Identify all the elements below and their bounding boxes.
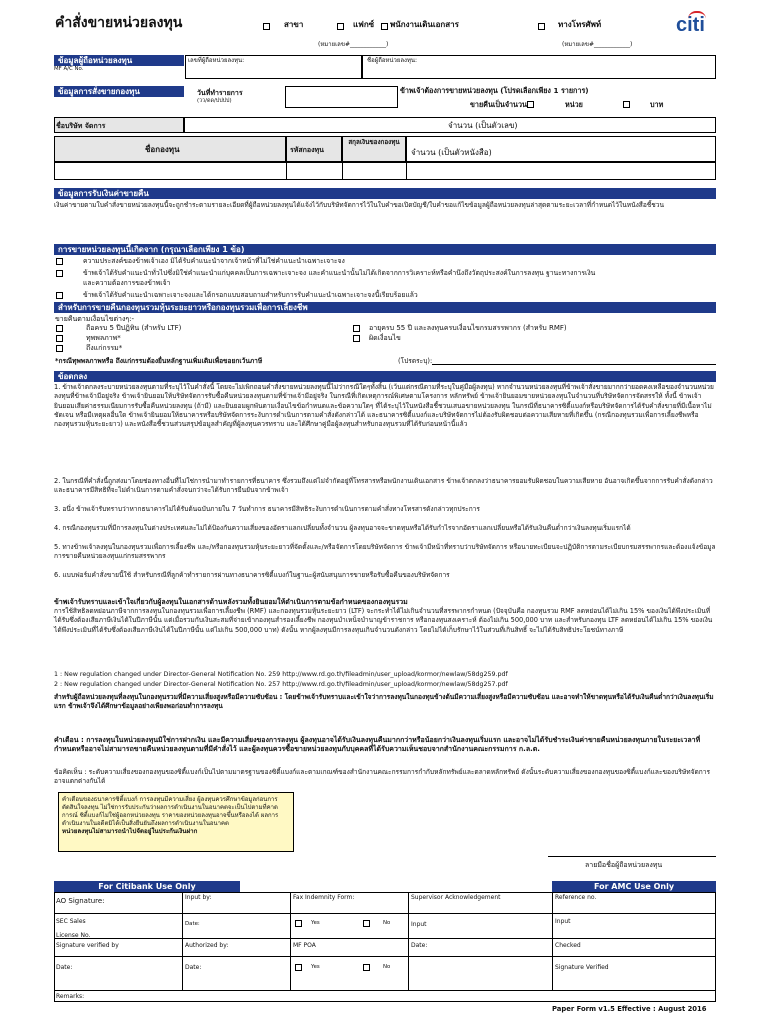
signature-line[interactable]: [548, 856, 716, 857]
date-label-1: Date:: [185, 921, 200, 927]
tax-opt5-checkbox[interactable]: [353, 335, 360, 342]
license-label: License No.: [56, 932, 91, 939]
unit-label: หน่วย: [565, 100, 583, 109]
terms-p1: 1. ข้าพเจ้าตกลงระบายหน่วยลงทุนตามที่ระบุไว้ในคำสั่งนี้ โดยจะไม่เพิกถอนคำสั่งขายหน่วยลงทุนนี้ไม่ว่ากรณีใดๆทั้งสิ้น (เว้นแต่กรณีตามที่ระบุในคู่มือผู้ลงทุน) หากจำนวนหน่วยลงทุนที่ข้าพเจ้าสั่งขายมากกว่ายอดคงเหลือของจำนวนหน่วยลงทุนที่ข้าพเจ้ามีอยู่จริง ข้าพเจ้ายินยอมให้บริษัทจัดการรับซื้อคืนหน่วยลงทุนตามที่ข้าพเจ้ามีอยู่จริง ในกรณีที่เกิดเหตุการณ์พิเศษตามโครงการ หลักทรัพย์ ข้าพเจ้ายินยอมขายหน่วยลงทุนในจำนวนที่บริษัทจัดการจัดสรรให้ ทั้งนี้ ข้าพเจ้ายินยอมเสียค่าธรรมเนียมการรับซื้อคืนหน่วยลงทุน (ถ้ามี) และยินยอมผูกพันตามเงื่อนไขข้อกำหนดและข้อความใดๆ ที่ได้ระบุไว้ในหนังสือชี้ชวนเสนอขายหน่วยลงทุน ในกรณีที่ธนาคารซิตี้แบงก์หรือบริษัทจัดการได้รับคำสั่งขายที่มีเนื้อหาไม่ชัดเจน หรือมีเหตุผลอื่นใด ข้าพเจ้ายินยอมให้ธนาคารหรือบริษัทจัดการระงับการดำเนินการตามคำสั่งดังกล่าวได้ และธนาคารซิตี้แบงก์และบริษัทจัดการไม่ต้องรับผิดชอบต่อความเสียหายที่เกิดขึ้น (กรณีกองทุนรวมเพื่อการเลี้ยงชีพหรือกองทุนรวมหุ้นระยะยาว) และหนังสือชี้ชวนส่วนสรุปข้อมูลสำคัญที่ผู้ลงทุนควรทราบ และได้ศึกษาคู่มือผู้ลงทุนสำหรับกองทุนรวมที่ได้รับก่อนหน้านี้แล้ว: [54, 383, 714, 429]
office-use-table: [54, 892, 716, 1002]
poa-yes-checkbox[interactable]: [295, 964, 302, 971]
reference-label: Reference no.: [555, 894, 597, 901]
terms-p6: 6. แบบฟอร์มคำสั่งขายนี้ใช้ สำหรับกรณีที่ลูกค้าทำรายการผ่านทางธนาคารซิตี้แบงก์ในฐานะผู้สนับสนุนการขายหรือรับซื้อคืนของบริษัทจัดการ: [54, 571, 450, 579]
order-section: ข้อมูลการสั่งขายกองทุน: [54, 86, 184, 97]
mfac-label: MF A/C No.: [54, 66, 84, 72]
fax-number-field[interactable]: (หมายเลข#____________): [318, 41, 389, 48]
fund-code-label: รหัสกองทุน: [290, 146, 324, 154]
fax-label: แฟกซ์: [353, 20, 375, 29]
poa-yes-label: Yes: [311, 964, 320, 970]
tax-opt1-checkbox[interactable]: [56, 325, 63, 332]
tax-opt2-checkbox[interactable]: [56, 335, 63, 342]
terms-p3: 3. อนึ่ง ข้าพเจ้ารับทราบว่าหากธนาคารไม่ได้รับต้นฉบับภายใน 7 วันทำการ ธนาคารมีสิทธิระงับการดำเนินการตามคำสั่งทางโทรสารดังกล่าวทุกประการ: [54, 505, 480, 513]
invest-opt2-checkbox[interactable]: [56, 270, 63, 277]
warning-risk: ข้อคิดเห็น : ระดับความเสี่ยงของกองทุนของซิตี้แบงก์เป็นไปตามมาตรฐานของซิตี้แบงก์และตามเกณฑ์ของสำนักงานคณะกรรมการกำกับหลักทรัพย์และตลาดหลักทรัพย์ ดังนั้นระดับความเสี่ยงของกองทุนของซิตี้แบงก์และของบริษัทจัดการอาจแตกต่างกันได้: [54, 768, 711, 786]
invest-opt1: ความประสงค์ของข้าพเจ้าเอง มิได้รับคำแนะนำจากเจ้าหน้าที่ไม่ใช่คำแนะนำเฉพาะเจาะจง: [83, 257, 345, 265]
tax-opt4: อายุครบ 55 ปี และลงทุนครบเงื่อนไขกรมสรรพากร (สำหรับ RMF): [369, 324, 567, 332]
fax-no-checkbox[interactable]: [363, 920, 370, 927]
amount-num-label: จำนวน (เป็นตัวเลข): [448, 121, 518, 130]
risk-note1: 1 : New regulation changed under Director-General Notification No. 259 http://www.rd.go.th/fileadmin/user_upload/kormor/newlaw/58dg259.pdf: [54, 671, 508, 678]
invest-opt2: ข้าพเจ้าได้รับคำแนะนำทั่วไปซึ่งมิใช่คำแนะนำแก่บุคคลเป็นการเฉพาะเจาะจง และคำแนะนำนั้นไม่ได้เกิดจากการวิเคราะห์หรือคำนึงถึงวัตถุประสงค์ในการลงทุน ฐานะทางการเงิน: [83, 269, 596, 277]
invest-section: การขายหน่วยลงทุนนี้เกิดจาก (กรุณาเลือกเพียง 1 ข้อ): [54, 244, 716, 255]
warning-box-text: คำเตือนของธนาคารซิตี้แบงก์ การลงทุนมีความเสี่ยง ผู้ลงทุนควรศึกษาข้อมูลก่อนการตัดสินใจลงทุน ไม่ใช่การรับประกันว่าผลการดำเนินงานในอนาคตจะเป็นไปตามที่คาดการณ์ ซิตี้แบงก์ไม่ใช่ผู้ออกหน่วยลงทุน ราคาของหน่วยลงทุนอาจขึ้นหรือลงได้ ผลการดำเนินงานในอดีตมิได้เป็นสิ่งยืนยันถึงผลการดำเนินงานในอนาคต: [62, 796, 279, 827]
tax-opt3: ถึงแก่กรรม*: [86, 344, 123, 352]
risk-complex: สำหรับผู้ถือหน่วยลงทุนที่ลงทุนในกองทุนรวมที่มีความเสี่ยงสูงหรือมีความซับซ้อน : โดยข้าพเจ้ารับทราบและเข้าใจว่าการลงทุนในกองทุนข้างต้นมีความเสี่ยงสูงหรือมีความซับซ้อน และอาจทำให้ขาดทุนหรือได้รับเงินคืนต่ำกว่าเงินลงทุนเริ่มแรก ข้าพเจ้าจึงได้ศึกษาข้อมูลอย่างเพียงพอก่อนทำการลงทุน: [54, 693, 714, 711]
payment-text: เงินค่าขายตามใบคำสั่งขายหน่วยลงทุนนี้จะถูกชำระตามรายละเอียดที่ผู้ถือหน่วยลงทุนได้แจ้งไว้กับบริษัทจัดการไว้ในใบคำขอเปิดบัญชี/ใบคำขอแก้ไขข้อมูลผู้ถือหน่วยลงทุนล่าสุดตามระยะเวลาที่กำหนดไว้ในหนังสือชี้ชวน: [54, 201, 664, 209]
citi-logo: citi: [676, 14, 705, 36]
risk-text: การใช้สิทธิลดหย่อนภาษีจากการลงทุนในกองทุนรวมเพื่อการเลี้ยงชีพ (RMF) และกองทุนรวมหุ้นระยะยาว (LTF) จะกระทำได้ไม่เกินจำนวนที่สรรพากรกำหนด (ปัจจุบันคือ กองทุนรวม RMF ลดหย่อนได้ไม่เกิน 15% ของเงินได้พึงประเมินที่ได้รับซึ่งต้องเสียภาษีเงินได้ในปีภาษีนั้น แต่เมื่อรวมกับเงินสะสมที่จ่ายเข้ากองทุนสำรองเลี้ยงชีพ กองทุนบำเหน็จบำนาญข้าราชการ หรือกองทุนสงเคราะห์ ต้องไม่เกิน 500,000 บาท และสำหรับกองทุน LTF ลดหย่อนได้ไม่เกิน 15% ของเงินได้พึงประเมินที่ได้รับซึ่งต้องเสียภาษีเงินได้ในปีภาษีนั้น แต่ไม่เกิน 500,000 บาท) ดังนั้น หากผู้ลงทุนมีการลงทุนเกินจำนวนดังกล่าว โดยไม่ได้เก็บรักษาไว้ในส่วนที่เกินสิทธิ์ จะไม่ได้รับสิทธิประโยชน์ทางภาษี: [54, 607, 713, 634]
date-format: (วว/ดด/ปปปป): [197, 98, 232, 104]
phone-checkbox[interactable]: [538, 23, 545, 30]
fund-row[interactable]: [54, 162, 716, 180]
staff-label: พนักงานเดินเอกสาร: [390, 20, 459, 29]
sec-sales-label: SEC Sales: [56, 918, 86, 925]
staff-checkbox[interactable]: [381, 23, 388, 30]
version-label: Paper Form v1.5 Effective : August 2016: [552, 1005, 707, 1013]
ao-signature-label: AO Signature:: [56, 897, 105, 905]
poa-no-checkbox[interactable]: [363, 964, 370, 971]
sell-as-label: ขายคืนเป็นจำนวน: [470, 100, 527, 109]
poa-no-label: No: [383, 964, 391, 970]
tax-lead: ขายคืนตามเงื่อนไขต่างๆ:-: [55, 315, 135, 323]
branch-checkbox[interactable]: [263, 23, 270, 30]
tax-opt5: ผิดเงื่อนไข: [369, 334, 401, 342]
invest-opt3-checkbox[interactable]: [56, 292, 63, 299]
citi-arc-icon: [688, 11, 706, 19]
warning-box-bold: หน่วยลงทุนไม่สามารถนำไปจัดอยู่ในประกันเงินฝาก: [62, 828, 198, 835]
signature-label: ลายมือชื่อผู้ถือหน่วยลงทุน: [585, 861, 663, 869]
tax-opt4-checkbox[interactable]: [353, 325, 360, 332]
signature-verified-label: Signature Verified: [555, 964, 609, 971]
fax-yes-label: Yes: [311, 920, 320, 926]
risk-note2: 2 : New regulation changed under Director-General Notification No. 257 http://www.rd.go.th/fileadmin/user_upload/kormor/newlaw/58dg257.pdf: [54, 681, 508, 688]
checked-label: Checked: [555, 942, 581, 949]
fund-currency-label: สกุลเงินของกองทุน: [348, 139, 400, 146]
fax-checkbox[interactable]: [337, 23, 344, 30]
input-by-label: Input by:: [185, 894, 212, 901]
unitholder-name-label: ชื่อผู้ถือหน่วยลงทุน:: [367, 57, 418, 64]
date-label-3: Date:: [56, 964, 73, 971]
warning-text: คำเตือน : การลงทุนในหน่วยลงทุนมิใช่การฝากเงิน และมีความเสี่ยงของการลงทุน ผู้ลงทุนอาจได้รับเงินลงทุนคืนมากกว่าหรือน้อยกว่าเงินลงทุนเริ่มแรก และอาจไม่ได้รับชำระเงินค่าขายคืนหน่วยลงทุนภายในระยะเวลาที่กำหนดหรืออาจไม่สามารถขายคืนหน่วยลงทุนตามที่มีคำสั่งไว้ และผู้ลงทุนควรซื้อขายหน่วยลงทุนกับบุคคลที่ได้รับความเห็นชอบจากสำนักงานคณะกรรมการ ก.ล.ต.: [54, 736, 701, 754]
remarks-label: Remarks:: [56, 993, 85, 1000]
amc-only-header: For AMC Use Only: [552, 881, 716, 892]
branch-label: สาขา: [284, 20, 304, 29]
mf-poa-label: MF POA: [293, 942, 316, 949]
phone-number-field[interactable]: (หมายเลข#____________): [562, 41, 633, 48]
unit-checkbox[interactable]: [527, 101, 534, 108]
input-label: Input: [411, 921, 427, 928]
authorized-by-label: Authorized by:: [185, 942, 229, 949]
form-title: คำสั่งขายหน่วยลงทุน: [55, 15, 183, 31]
tax-opt2: ทุพพลภาพ*: [86, 334, 121, 342]
invest-opt1-checkbox[interactable]: [56, 258, 63, 265]
citibank-warning-box: [58, 792, 294, 852]
fax-yes-checkbox[interactable]: [295, 920, 302, 927]
unitholder-section: ข้อมูลผู้ถือหน่วยลงทุน: [54, 55, 184, 66]
tax-opt1: ถือครบ 5 ปีปฏิทิน (สำหรับ LTF): [86, 324, 182, 332]
date-label-4: Date:: [185, 964, 202, 971]
fax-no-label: No: [383, 920, 391, 926]
fund-name-label: ชื่อกองทุน: [145, 145, 180, 154]
terms-p4: 4. กรณีกองทุนรวมที่มีการลงทุนในต่างประเทศและไม่ได้ป้องกันความเสี่ยงของอัตราแลกเปลี่ยนทั้งจำนวน ผู้ลงทุนอาจจะขาดทุนหรือได้รับกำไรจากอัตราแลกเปลี่ยนหรือได้รับเงินคืนต่ำกว่าเงินลงทุนเริ่มแรกได้: [54, 524, 631, 532]
payment-section: ข้อมูลการรับเงินค่าขายคืน: [54, 188, 716, 199]
baht-label: บาท: [650, 100, 664, 109]
phone-label: ทางโทรศัพท์: [558, 20, 602, 29]
terms-section: ข้อตกลง: [54, 371, 716, 382]
tax-note: *กรณีทุพพลภาพหรือ ถึงแก่กรรมต้องยื่นหลักฐานเพิ่มเติมเพื่อขอยกเว้นภาษี: [55, 357, 263, 365]
invest-opt2b: และความต้องการของข้าพเจ้า: [83, 279, 171, 287]
date-label-2: Date:: [411, 942, 428, 949]
terms-p5: 5. ทางข้าพเจ้าลงทุนในกองทุนรวมเพื่อการเลี้ยงชีพ และ/หรือกองทุนรวมหุ้นระยะยาวที่จัดตั้งและ/หรือจัดการโดยบริษัทจัดการ ข้าพเจ้ามีหน้าที่ทราบว่าบริษัทจัดการ หรือนายทะเบียนจะปฏิบัติการตามระเบียบกรมสรรพากรและต้องแจ้งข้อมูลการขายคืนหน่วยลงทุนแก่กรมสรรพากร: [54, 543, 716, 561]
citibank-only-header: For Citibank Use Only: [54, 881, 240, 892]
terms-p2: 2. ในกรณีที่คำสั่งนี้ถูกส่งมาโดยช่องทางอื่นที่ไม่ใช่การนำมาทำรายการที่ธนาคาร ซึ่งรวมถึงแต่ไม่จำกัดอยู่ที่โทรสารหรือพนักงานเดินเอกสาร ข้าพเจ้าตกลงว่าธนาคารยอมรับผิดชอบในความเสียหาย อันอาจเกิดขึ้นจากการรับคำสั่งดังกล่าว และธนาคารมีสิทธิที่จะไม่ดำเนินการตามคำสั่งจนกว่าจะได้รับการยืนยันจากข้าพเจ้า: [54, 477, 713, 495]
tax-opt3-checkbox[interactable]: [56, 345, 63, 352]
risk-title: ข้าพเจ้ารับทราบและเข้าใจเกี่ยวกับผู้ลงทุนในเอกสารด้านหลังรวมทั้งยินยอมให้ดำเนินการตามข้อกำหนดของกองทุนรวม: [54, 598, 408, 606]
supervisor-label: Supervisor Acknowledgement: [411, 894, 501, 901]
sell-instruction: ข้าพเจ้าต้องการขายหน่วยลงทุน (โปรดเลือกเพียง 1 รายการ): [400, 86, 589, 95]
unitholder-id-label: เลขที่ผู้ถือหน่วยลงทุน:: [188, 57, 245, 64]
baht-checkbox[interactable]: [623, 101, 630, 108]
tax-note-specify: (โปรดระบุ):: [398, 357, 433, 365]
amc-input-label: Input: [555, 918, 571, 925]
amount-text-label: จำนวน (เป็นตัวหนังสือ): [411, 148, 492, 157]
fax-indemnity-label: Fax Indemnity Form:: [293, 894, 355, 901]
tax-section: สำหรับการขายคืนกองทุนรวมหุ้นระยะยาวหรือกองทุนรวมเพื่อการเลี้ยงชีพ: [54, 302, 716, 313]
date-field[interactable]: [285, 86, 398, 108]
company-label: ชื่อบริษัท จัดการ: [56, 122, 106, 130]
sig-verified-label: Signature verified by: [56, 942, 119, 949]
invest-opt3: ข้าพเจ้าได้รับคำแนะนำเฉพาะเจาะจงและได้กรอกแบบสอบถามสำหรับการรับคำแนะนำเฉพาะเจาะจงนี้เรียบร้อยแล้ว: [83, 291, 418, 299]
date-label: วันที่ทำรายการ: [197, 89, 243, 97]
